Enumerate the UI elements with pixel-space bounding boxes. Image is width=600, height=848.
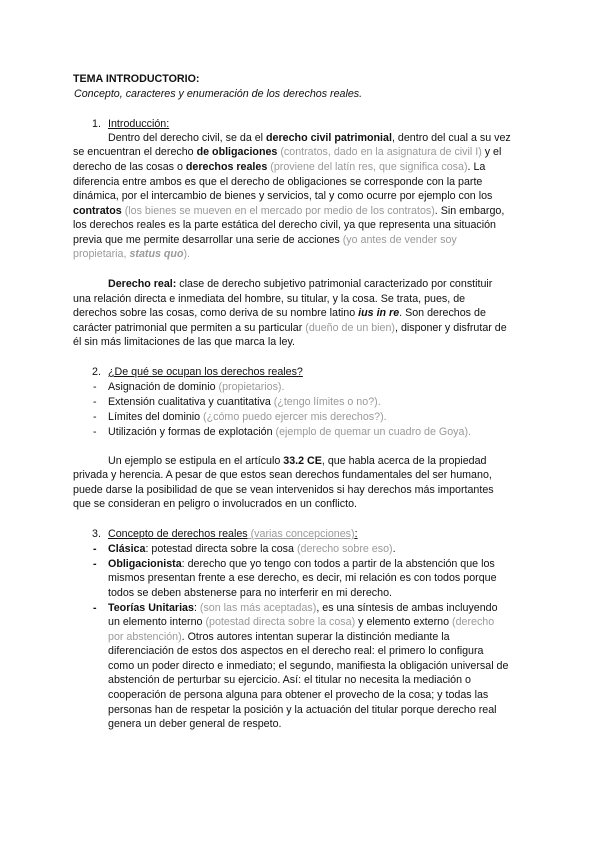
text-span: 2. <box>92 366 101 378</box>
text-span: abstención de perturbar su ejercicio. Así: el titular no necesita la mediación o <box>108 674 471 686</box>
text-span: , disponer y disfrutar de <box>395 322 507 334</box>
text-span: : derecho que yo tengo con todos a partir de la abstención que los <box>181 558 495 570</box>
text-span: genera un deber general de respeto. <box>108 718 282 730</box>
text-span: previa que me permite desarrollar una serie de acciones <box>73 234 343 246</box>
text-span: , que habla acerca de la propiedad <box>321 455 487 467</box>
text-span: Extensión cualitativa y cuantitativa <box>108 396 274 408</box>
text-span: Utilización y formas de explotación <box>108 426 276 438</box>
text-span: de obligaciones <box>196 146 278 158</box>
text-line <box>73 204 504 218</box>
text-span: todos se deben abstenerse para no interferir en mi derecho. <box>108 587 392 599</box>
text-span: ). <box>183 248 191 260</box>
text-span: y el <box>481 146 502 158</box>
text-span: . Sin embargo, <box>434 205 505 217</box>
text-span: mismos presentan frente a ese derecho, es decir, mi relación es con todos porque <box>108 572 497 584</box>
text-span: dinámica, por el intercambio de bienes y servicios, tal y como ocurre por ejemplo con los <box>73 190 493 202</box>
text-span: carácter patrimonial que permiten a su particular <box>73 322 306 334</box>
text-span: él sin más limitaciones de las que marca la ley. <box>73 336 295 348</box>
text-line <box>108 131 511 145</box>
text-span: contratos <box>73 205 122 217</box>
text-span: (dueño de un bien) <box>305 322 395 334</box>
text-span: Dentro del derecho civil, se da el <box>108 132 267 144</box>
text-line <box>73 175 482 189</box>
text-span: Un ejemplo se estipula en el artículo <box>108 455 284 467</box>
text-line <box>108 454 486 468</box>
text-span: status quo <box>129 248 184 260</box>
text-line <box>73 321 507 335</box>
text-line <box>73 483 494 497</box>
text-span: cooperación de persona alguna para obtener el provecho de la cosa; y todas las <box>108 689 489 701</box>
text-span: se encuentran el derecho <box>73 146 197 158</box>
text-line <box>108 703 497 717</box>
text-span: - <box>93 558 97 570</box>
text-line <box>108 571 497 585</box>
text-span: (contratos, dado en la asignatura de civil I) <box>280 146 482 158</box>
text-span: - <box>93 426 97 438</box>
text-line <box>108 659 508 673</box>
text-span: : potestad directa sobre la cosa <box>145 543 297 555</box>
text-span: derecho civil patrimonial <box>266 132 392 144</box>
text-line <box>108 673 471 687</box>
text-span: derechos sobre las cosas, como deriva de su nombre latino <box>73 307 359 319</box>
text-line <box>108 630 450 644</box>
text-span: (¿tengo límites o no?). <box>273 396 381 408</box>
text-span: Obligacionista <box>108 558 182 570</box>
text-span: una relación directa e inmediata del hombre, su titular, y la cosa. Se trata, pues, de <box>73 293 466 305</box>
text-span: Introducción: <box>108 118 170 130</box>
text-line <box>73 160 485 174</box>
text-span: (derecho sobre eso) <box>296 543 393 555</box>
text-span: , dentro del cual a su vez <box>391 132 511 144</box>
text-span: . Son derechos de <box>399 307 486 319</box>
text-span: ¿De qué se ocupan los derechos reales? <box>108 366 303 378</box>
text-span: por abstención) <box>108 631 182 643</box>
text-span: Concepto de derechos reales <box>108 528 248 540</box>
text-span: derecho de las cosas o <box>73 161 186 173</box>
text-span: privada y herencia. A pesar de que estos sean derechos fundamentales del ser humano, <box>73 469 492 481</box>
text-span: que se consideran en peligro o involucrados en un conflicto. <box>73 498 357 510</box>
text-span: Límites del dominio <box>108 411 204 423</box>
text-span: (ejemplo de quemar un cuadro de Goya). <box>275 426 471 438</box>
text-span: (derecho <box>452 616 495 628</box>
text-span: derechos reales <box>185 161 268 173</box>
text-line <box>73 497 357 511</box>
text-span: clase de derecho subjetivo patrimonial caracterizado por constituir <box>176 278 493 290</box>
text-span: 33.2 CE <box>283 455 322 467</box>
text-span: (varias concepciones) <box>247 528 355 540</box>
text-span: - <box>93 381 97 393</box>
text-line <box>73 233 457 247</box>
text-span: personas han de respetar la posición y la actuación del titular porque derecho real <box>108 704 497 716</box>
text-span: 3. <box>92 528 101 540</box>
text-line <box>108 277 492 291</box>
text-line <box>73 218 496 232</box>
text-span: Asignación de dominio <box>108 381 219 393</box>
text-span: ius in re <box>358 307 400 319</box>
text-span: : <box>354 528 358 540</box>
text-span: Teorías Unitarias <box>108 602 194 614</box>
text-line <box>73 145 501 159</box>
text-span: , es una síntesis de ambas incluyendo <box>316 602 498 614</box>
text-span: Clásica <box>108 543 146 555</box>
text-line <box>108 688 488 702</box>
text-span: un elemento interno <box>108 616 206 628</box>
text-span: - <box>93 543 97 555</box>
text-span: - <box>93 602 97 614</box>
text-line <box>108 644 483 658</box>
text-line <box>108 717 282 731</box>
text-span: . La <box>467 161 486 173</box>
text-line <box>73 189 492 203</box>
text-span: como un poder directo e inmediato; el segundo, manifiesta la obligación universal de <box>108 660 509 672</box>
text-span: (son las más aceptadas) <box>199 602 317 614</box>
text-span: diferenciación de estos dos aspectos en el derecho real: el primero lo configura <box>108 645 484 657</box>
document-subtitle: Concepto, caracteres y enumeración de los derechos reales. <box>74 88 363 100</box>
text-span: puede darse la posibilidad de que se vean intervenidos si hay derechos más importantes <box>73 484 494 496</box>
text-line <box>73 306 486 320</box>
text-line <box>73 468 492 482</box>
text-span: los derechos reales es la parte estática del derecho civil, ya que representa una situación <box>73 219 496 231</box>
text-span: . <box>392 543 396 555</box>
text-line <box>108 615 494 629</box>
text-span: - <box>93 411 97 423</box>
text-line <box>73 335 295 349</box>
text-line <box>73 247 190 261</box>
text-span: (yo antes de vender soy <box>342 234 457 246</box>
document-title: TEMA INTRODUCTORIO: <box>73 73 200 85</box>
text-span: 1. <box>92 118 101 130</box>
text-span: Derecho real: <box>108 278 177 290</box>
text-span: : <box>193 602 200 614</box>
text-span: (propietarios). <box>218 381 285 393</box>
text-span: (¿cómo puedo ejercer mis derechos?). <box>203 411 387 423</box>
text-span: (los bienes se mueven en el mercado por medio de los contratos) <box>124 205 435 217</box>
text-line <box>108 586 392 600</box>
text-span: diferencia entre ambos es que el derecho de obligaciones se corresponde con la parte <box>73 176 483 188</box>
text-span: propietaria, <box>73 248 130 260</box>
text-span: (potestad directa sobre la cosa) <box>205 616 356 628</box>
text-span: . Otros autores intentan superar la distinción mediante la <box>181 631 450 643</box>
text-span: (proviene del latín res, que significa cosa) <box>270 161 468 173</box>
text-line <box>73 292 465 306</box>
text-span: - <box>93 396 97 408</box>
text-span: y elemento externo <box>355 616 453 628</box>
